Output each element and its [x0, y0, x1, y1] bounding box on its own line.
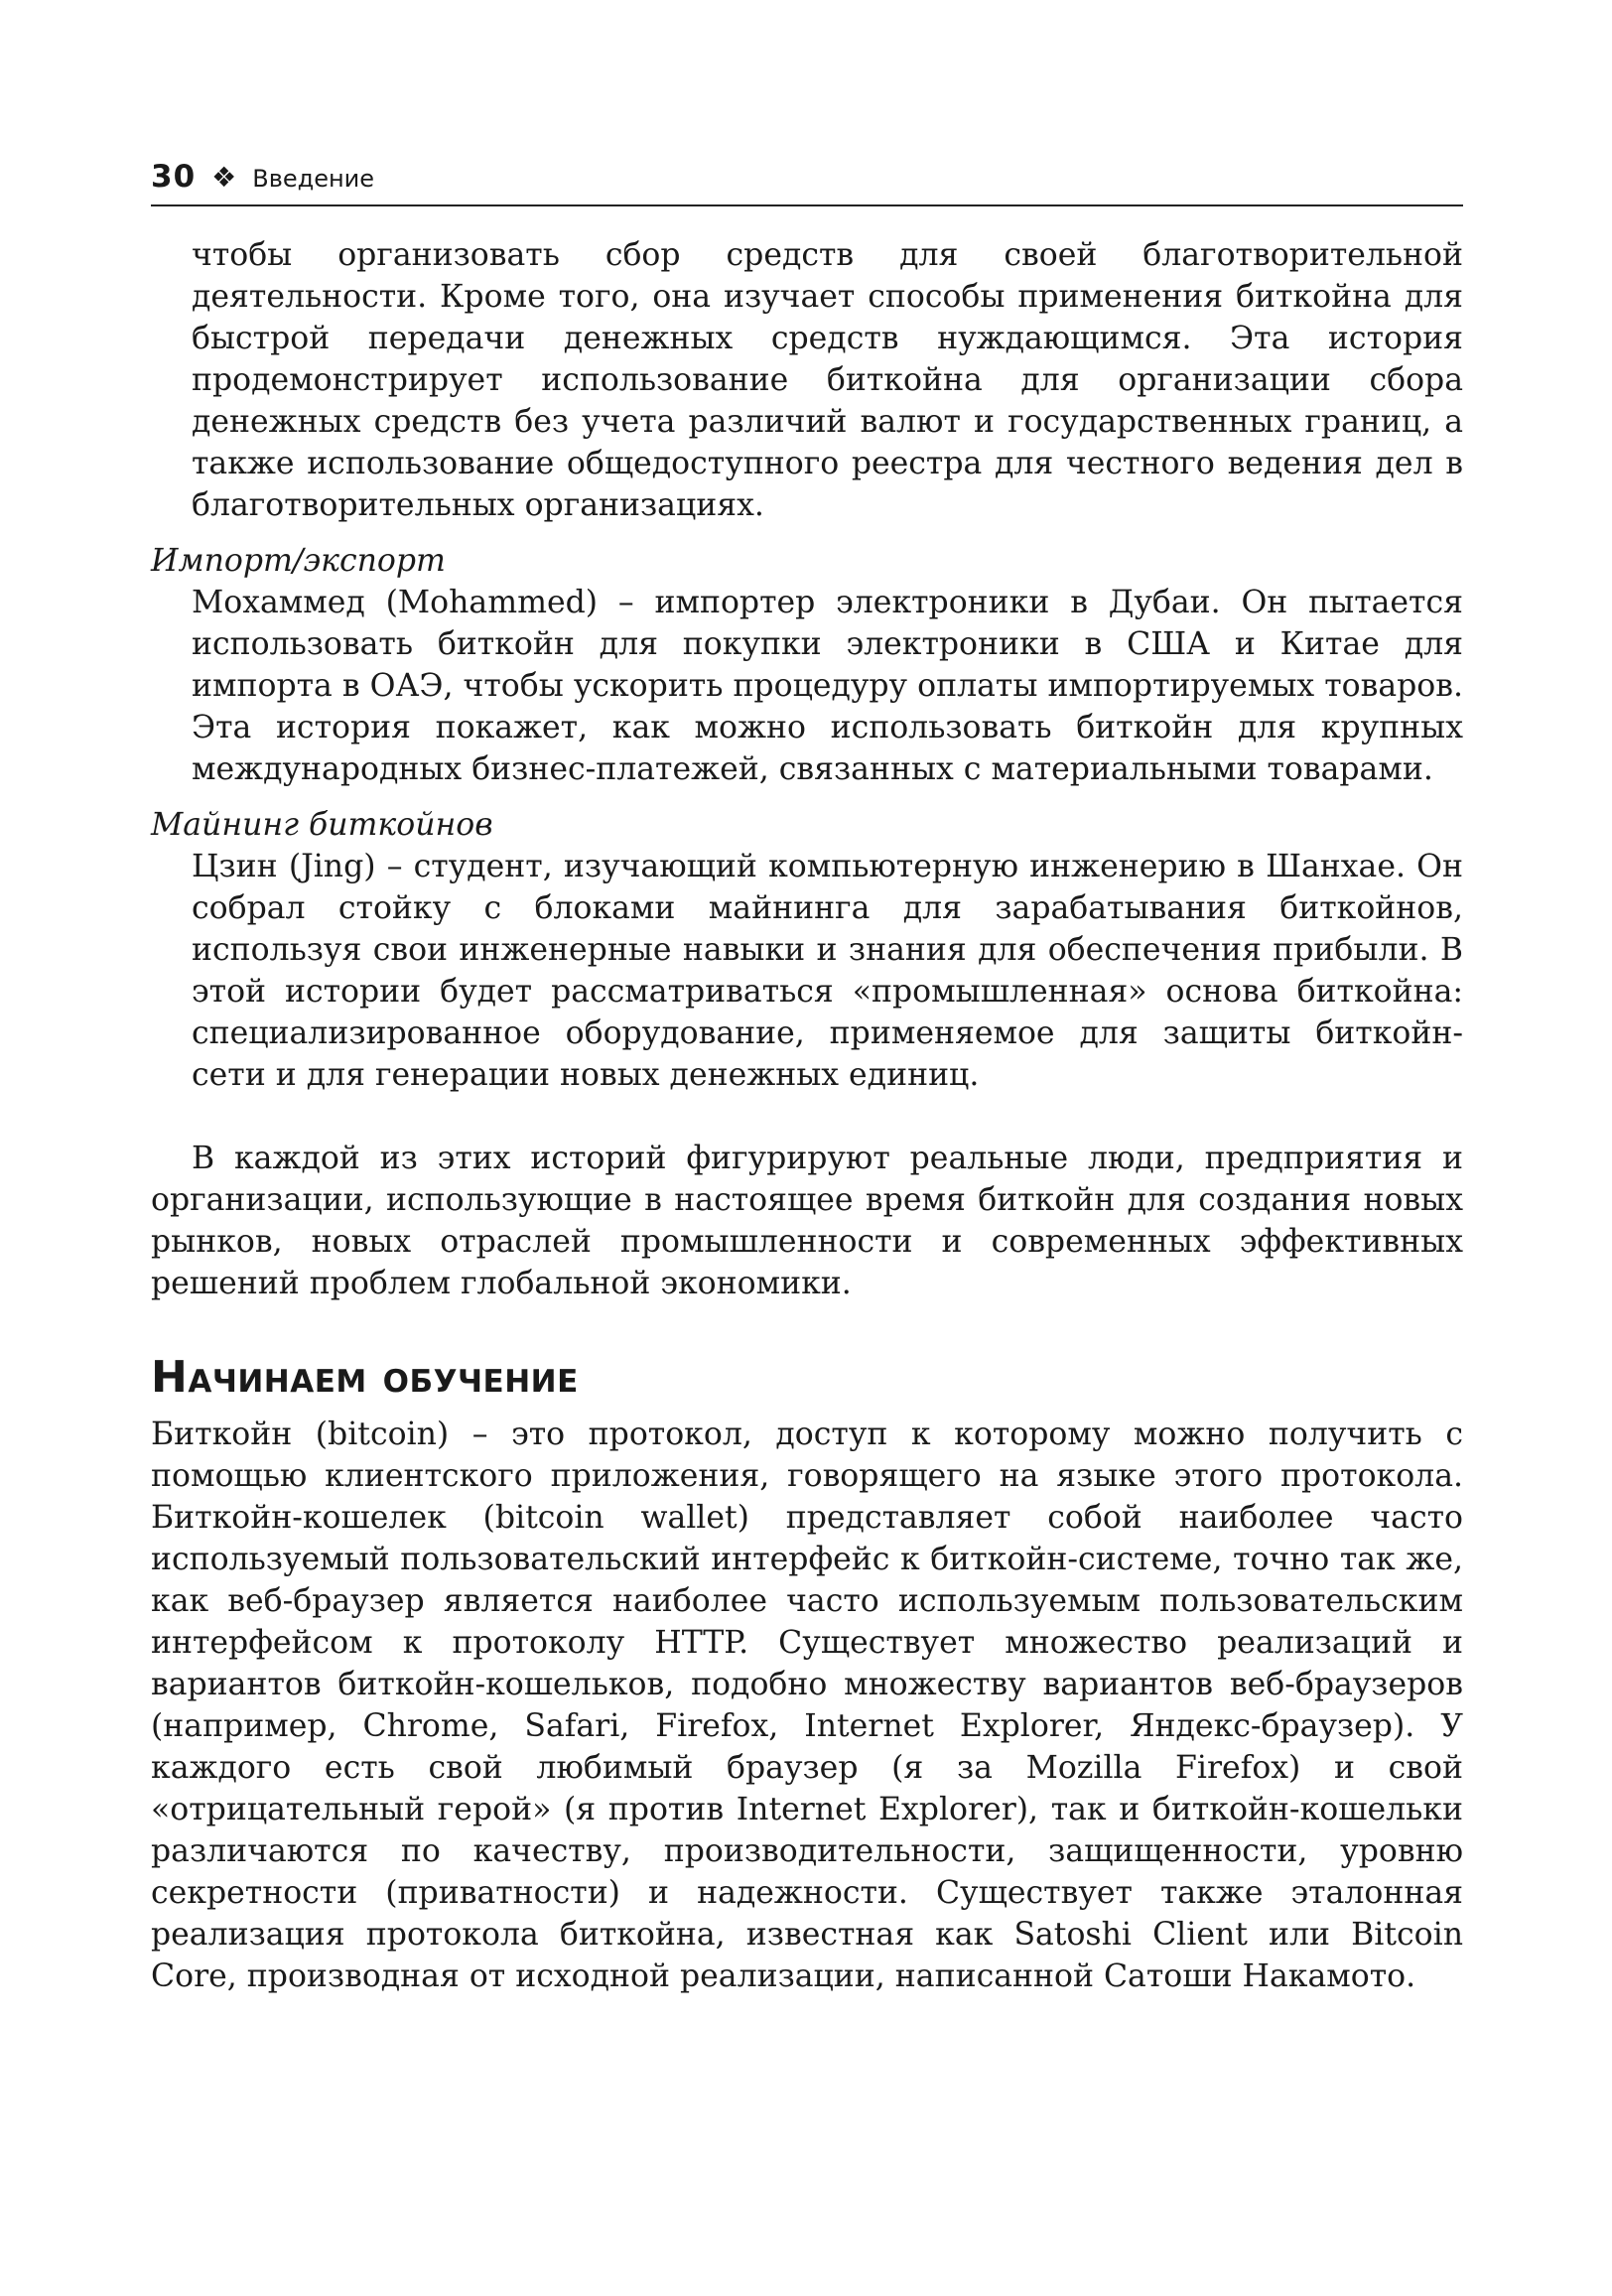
story-mining — [151, 804, 1463, 1096]
book-page — [151, 159, 1463, 1997]
chapter-name: Введение — [252, 165, 375, 193]
story-text: Цзин (Jing) – студент, изучающий компьютерную инженерию в Шанхае. Он собрал стойку с блоками майнинга для зарабатывания биткойнов, используя свои инженерные навыки и знания для обеспечения прибыли. В этой истории будет рассматриваться «промышленная» основа биткойна: специализированное оборудование, применяемое для защиты биткойн-сети и для генерации новых денежных единиц. — [192, 849, 1463, 1093]
section-heading: Начинаем обучение — [151, 1352, 579, 1403]
summary-paragraph: В каждой из этих историй фигурируют реальные люди, предприятия и организации, использующие в настоящее время биткойн для создания новых рынков, новых отраслей промышленности и современных эффективных решений проблем глобальной экономики. — [151, 1141, 1463, 1301]
story-title: Импорт/экспорт — [151, 543, 446, 579]
story-title: Майнинг биткойнов — [151, 807, 493, 843]
section-paragraph: Биткойн (bitcoin) – это протокол, доступ к которому можно получить с помощью клиентского приложения, говорящего на языке этого протокола. Биткойн-кошелек (bitcoin wallet) представляет собой наиболее часто используемый пользовательский интерфейс к биткойн-системе, точно так же, как веб-браузер является наиболее часто используемым пользовательским интерфейсом к протоколу HTTP. Существует множество реализаций и вариантов биткойн-кошельков, подобно множеству вариантов веб-браузеров (например, Chrome, Safari, Firefox, Internet Explorer, Яндекс-браузер). У каждого есть свой любимый браузер (я за Mozilla Firefox) и свой «отрицательный герой» (я против Internet Explorer), так и биткойн-кошельки различаются по качеству, производительности, защищенности, уровню секретности (приватности) и надежности. Существует также эталонная реализация протокола биткойна, известная как Satoshi Client или Bitcoin Core, производная от исходной реализации, написанной Сатоши Накамото. — [151, 1417, 1463, 1994]
story-import-export — [151, 540, 1463, 790]
page-number: 30 — [151, 159, 197, 195]
intro-paragraph: чтобы организовать сбор средств для своей благотворительной деятельности. Кроме того, она изучает способы применения биткойна для быстрой передачи денежных средств нуждающимся. Эта история продемонстрирует использование биткойна для организации сбора денежных средств без учета различий валют и государственных границ, а также использование общедоступного реестра для честного ведения дел в благотворительных организациях. — [192, 237, 1463, 523]
running-header — [151, 159, 1463, 206]
fleuron-icon: ❖ — [211, 161, 237, 194]
story-text: Мохаммед (Mohammed) – импортер электроники в Дубаи. Он пытается использовать биткойн для покупки электроники в США и Китае для импорта в ОАЭ, чтобы ускорить процедуру оплаты импортируемых товаров. Эта история покажет, как можно использовать биткойн для крупных международных бизнес-платежей, связанных с материальными товарами. — [192, 585, 1463, 787]
